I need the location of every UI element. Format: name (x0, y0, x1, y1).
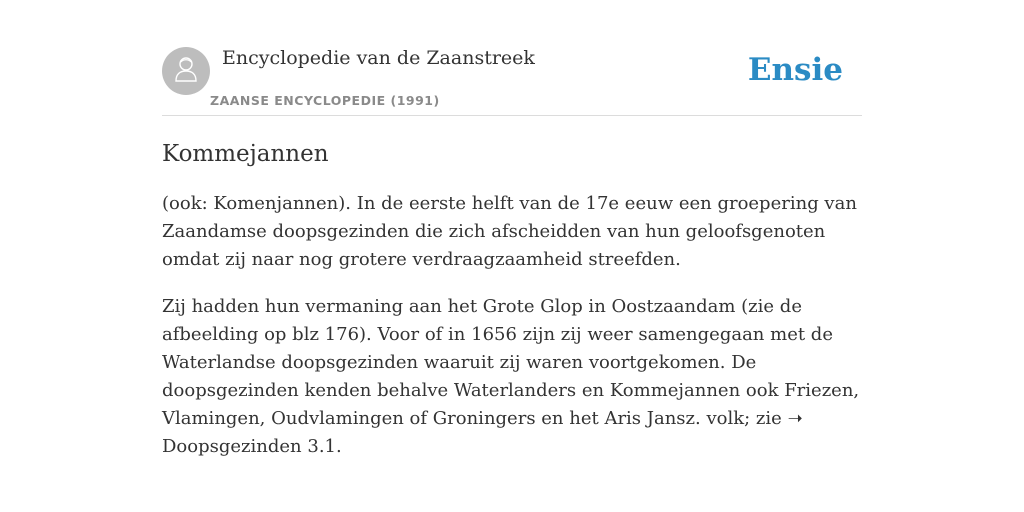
cross-reference-label: Doopsgezinden 3.1. (162, 436, 342, 457)
user-icon (171, 54, 201, 89)
arrow-right-icon: ➝ (787, 408, 803, 429)
paragraph: (ook: Komenjannen). In de eerste helft van de 17e eeuw een groepering van Zaandamse doopsgezinden die zich afscheidden van hun geloofsgenoten omdat zij naar nog grotere verdraagzaamheid streefden. (162, 193, 857, 270)
source-title[interactable]: Encyclopedie van de Zaanstreek (222, 47, 535, 69)
paragraph-text: Zij hadden hun vermaning aan het Grote Glop in Oostzaandam (zie de afbeelding op blz 176). Voor of in 1656 zijn zij weer samengegaan met de Waterlandse doopsgezinden waaruit zij waren voortgekomen. De doopsgezinden kenden behalve Waterlanders en Kommejannen ook Friezen, Vlamingen, Oudvlamingen of Groningers en het Aris Jansz. volk; zie (162, 296, 860, 429)
brand-logo[interactable]: Ensie (747, 52, 843, 88)
source-header (162, 46, 862, 116)
article (162, 138, 864, 480)
entry-title: Kommejannen (162, 141, 329, 167)
paragraph (162, 293, 864, 461)
source-subtitle: ZAANSE ENCYCLOPEDIE (1991) (210, 93, 440, 108)
avatar (162, 47, 210, 95)
